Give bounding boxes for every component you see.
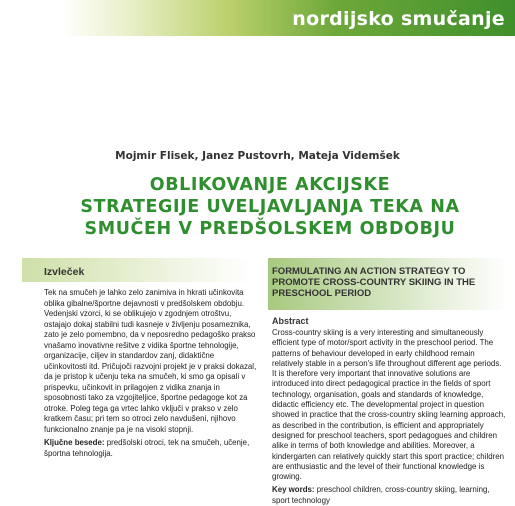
keywords-label: Ključne besede: xyxy=(44,438,105,447)
english-title-band xyxy=(268,258,508,310)
english-abstract-column xyxy=(268,258,508,506)
abstract-text-en: Cross-country skiing is a very interesting and simultaneously efficient type of motor/sport activity in the preschool period. The patterns of behaviour developed in early childhood remain relatively stable in a person's life throughout different age periods. It is therefore very important that innovative solutions are introduced into direct pedagogical practice in the fields of sport technology, organisation, goals and standards of knowledge, didactic efficiency etc. The developmental project in question showed in practice that the cross-country skiing learning approach, as described in the contribution, is efficient and appropriately designed for preschool teachers, sport pedagogues and children alike in terms of both knowledge and abilities. Moreover, a kindergarten can relatively quickly start this sport practice; children are enthusiastic and the level of their functional knowledge is growing. xyxy=(272,328,506,482)
section-header-bar xyxy=(0,0,515,36)
title-line: OBLIKOVANJE AKCIJSKE xyxy=(149,175,391,195)
keywords-text-en: preschool children, cross-country skiing, learning, sport technology xyxy=(272,485,490,505)
abstract-text: Tek na smučeh je lahko zelo zanimiva in hkrati učinkovita oblika gibalne/športne dejavnosti v predšolskem obdobju. Vedenjski vzorci, ki se oblikujejo v zgodnjem otroštvu, ostajajo dokaj stabilni tudi kasneje v življenju posameznika, zato je zelo pomembno, da v neposredno pedagoško prakso vnašamo inovativne rešitve z vidika športne tehnologije, organizacije, ciljev in standardov zanj, didaktične učinkovitosti itd. Pričujoči razvojni projekt je v praksi dokazal, da je pristop k učenju teka na smučeh, ki smo ga opisali v prispevku, učinkovit in prilagojen z vidika znanja in sposobnosti tako za vzgojiteljice, športne pedagoge kot za otroke. Poleg tega ga vrtec lahko vključi v prakso v zelo kratkem času; pri tem so otroci zelo navdušeni, njihovo funkcionalno znanje pa je na visoki stopnji. xyxy=(44,288,257,434)
keywords-text: predšolski otroci, tek na smučeh, učenje, športna tehnologija. xyxy=(44,438,250,458)
article-title xyxy=(60,174,480,240)
abstract-heading: Izvleček xyxy=(44,266,85,278)
keywords-label-en: Key words: xyxy=(272,485,315,495)
section-label: nordijsko smučanje xyxy=(292,8,505,30)
abstract-label: Abstract xyxy=(272,316,309,326)
keywords xyxy=(44,438,257,459)
english-title: FORMULATING AN ACTION STRATEGY TO PROMOTE CROSS-COUNTRY SKIING IN THE PRESCHOOL PERIOD xyxy=(272,266,476,299)
keywords-en xyxy=(272,485,506,506)
title-line: STRATEGIJE UVELJAVLJANJA TEKA NA xyxy=(80,197,460,217)
authors: Mojmir Flisek, Janez Pustovrh, Mateja Videmšek xyxy=(115,150,400,162)
title-line: SMUČEH V PREDŠOLSKEM OBDOBJU xyxy=(84,219,456,239)
slovene-abstract-column xyxy=(22,258,257,459)
abstract-heading-band xyxy=(22,258,252,282)
